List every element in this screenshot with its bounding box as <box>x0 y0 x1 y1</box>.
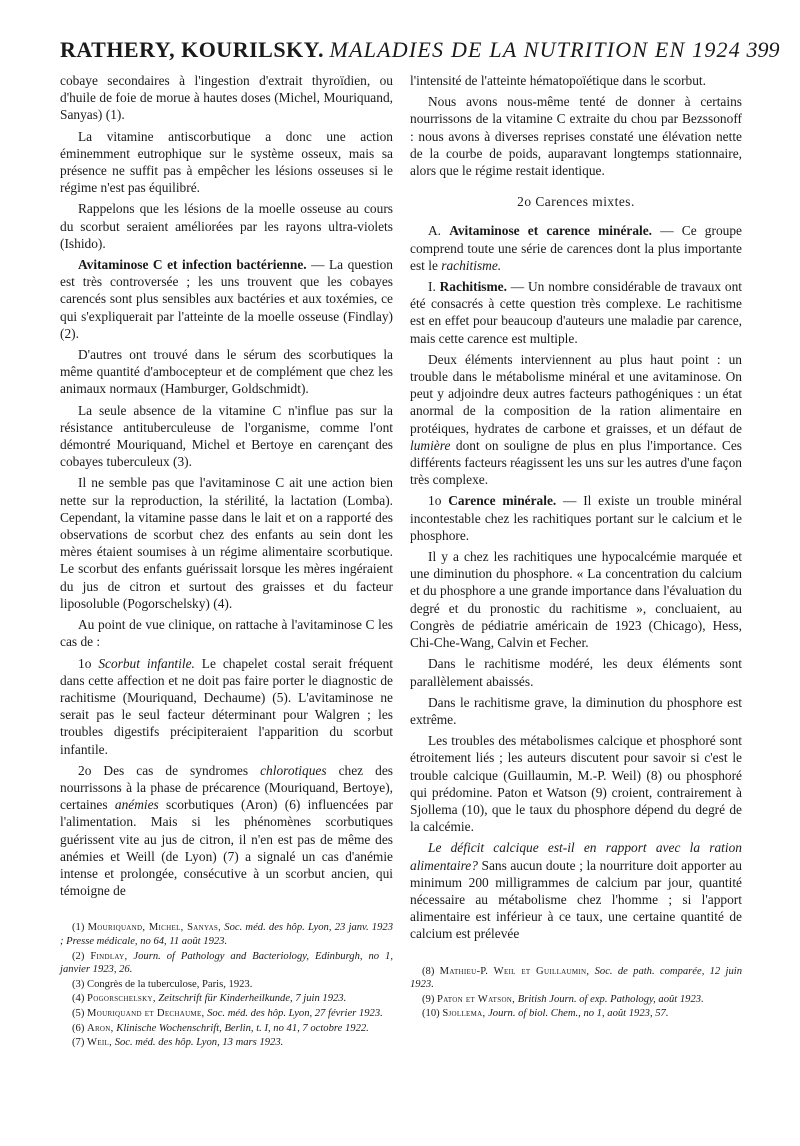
footnote-text: Soc. de path. comparée, 12 juin 1923. <box>410 965 742 991</box>
paragraph-text: dont on souligne de plus en plus l'importance. Ces différents facteurs réagissent les uns sur les autres d'une façon très complexe. <box>410 437 742 488</box>
paragraph-text: Sans aucun doute ; la nourriture doit apporter au minimum 200 milligrammes de calcium par jour, quantité nécessaire au métabolisme chez l'homme ; si l'apport alimentaire est inférieur à ce taux, une certaine quantité de calcium est prélevée <box>410 857 742 942</box>
list-number: 1o <box>78 655 99 671</box>
header-authors: RATHERY, KOURILSKY. <box>60 37 325 62</box>
footnote-number: (2) <box>72 950 91 962</box>
footnote-text: Journ. of Pathology and Bacteriology, Edinburgh, no 1, janvier 1923, 26. <box>60 950 393 976</box>
footnote-text: Soc. méd. des hôp. Lyon, 27 février 1923. <box>204 1007 383 1019</box>
footnote-author: Sjollema, <box>442 1008 486 1020</box>
footnote-text: Congrès de la tuberculose, Paris, 1923. <box>87 978 253 990</box>
header-title: MALADIES DE LA NUTRITION EN 1924 <box>329 37 741 62</box>
footnote <box>60 950 393 977</box>
paragraph: Au point de vue clinique, on rattache à l'avitaminose C les cas de : <box>60 617 393 650</box>
footnote-text: British Journ. of exp. Pathology, août 1923. <box>515 993 704 1005</box>
italic-term: chlorotiques <box>260 762 327 778</box>
footnote-text: Soc. méd. des hôp. Lyon, 13 mars 1923. <box>112 1037 284 1049</box>
paragraph: Dans le rachitisme modéré, les deux éléments sont parallèlement abaissés. <box>410 656 742 689</box>
footnotes <box>60 921 393 1049</box>
paragraph <box>60 256 393 342</box>
footnote <box>60 1007 393 1021</box>
footnote <box>410 1007 742 1021</box>
paragraph-text: — La question est très controversée ; les uns trouvent que les cobayes carencés sont plus sensibles aux bactéries et aux toxémies, ce qui s'expliquerait par l'atteinte de la moelle osseuse (Findlay) (2). <box>60 257 393 341</box>
paragraph: La vitamine antiscorbutique a donc une action éminemment eutrophique sur le système osseux, mais sa présence ne suffit pas à empêcher les lésions osseuses si le régime n'est pas équilibré. <box>60 128 393 196</box>
footnote-author: Paton et Watson, <box>437 993 516 1005</box>
paragraph: Il y a chez les rachitiques une hypocalcémie marquée et une diminution du phosphore. « La concentration du calcium et du phosphore a une grande importance dans l'évaluation du degré et du pronostic du rachitisme », concluaient, au Congrès de pédiatrie américain de 1923 (Chicago), Hess, Chi-Che-Wang, Calvin et Fecher. <box>410 549 742 651</box>
footnote-number: (10) <box>422 1008 443 1020</box>
italic-term: anémies <box>114 797 159 813</box>
paragraph <box>410 222 742 274</box>
footnote-author: Mouriquand et Dechaume, <box>87 1007 205 1019</box>
paragraph <box>410 278 742 347</box>
footnote-author: Pogorschelsky, <box>87 993 156 1005</box>
footnote-number: (3) <box>72 978 88 990</box>
run-in-heading: Avitaminose C et infection bactérienne. <box>78 257 307 273</box>
paragraph <box>410 839 742 942</box>
paragraph: Il ne semble pas que l'avitaminose C ait une action bien nette sur la reproduction, la stérilité, la lactation (Lomba). Cependant, la vitamine passe dans le lait et on a rapporté des observations de scorbut chez des enfants au sein dont les mères étaient soumises à un régime alimentaire scorbutique. Le scorbut des enfants guérissait lorsque les mères ingéraient du jus de citron et surtout des graisses et du facteur liposoluble (Pogorschelsky) (4). <box>60 475 393 611</box>
list-number: I. <box>428 279 440 295</box>
run-in-heading: Rachitisme. <box>439 279 507 295</box>
footnote-author: Mouriquand, Michel, Sanyas, <box>87 922 222 934</box>
paragraph: Dans le rachitisme grave, la diminution du phosphore est extrême. <box>410 694 742 727</box>
footnote-text: Klinische Wochenschrift, Berlin, t. I, no 41, 7 octobre 1922. <box>113 1022 369 1034</box>
list-number: A. <box>428 223 450 239</box>
paragraph: Rappelons que les lésions de la moelle osseuse au cours du scorbut seraient améliorées par les rayons ultra-violets (Ishido). <box>60 201 393 251</box>
left-column <box>60 72 393 1051</box>
paragraph-text: — Un nombre considérable de travaux ont été consacrés à cette question très complexe. Le rachitisme est en effet pour beaucoup d'auteurs une maladie par carence, mais cette carence est multiple. <box>410 279 742 346</box>
running-header <box>60 36 780 64</box>
footnote-author: Mathieu-P. Weil et Guillaumin, <box>439 965 590 977</box>
footnote-text: Journ. of biol. Chem., no 1, août 1923, 57. <box>485 1008 669 1020</box>
paragraph-text: Deux éléments interviennent au plus haut point : un trouble dans le métabolisme minéral et une avitaminose. On peut y adjoindre deux autres facteurs pathogéniques : un état anormal de la composition de la ration alimentaire en protéiques, hydrates de carbone et graisses, et un défaut de <box>410 351 742 436</box>
paragraph <box>60 762 393 900</box>
paragraph <box>410 351 742 489</box>
paragraph <box>410 492 742 544</box>
list-number: 1o <box>428 493 449 509</box>
footnotes <box>410 965 742 1021</box>
paragraph: La seule absence de la vitamine C n'influe pas sur la résistance antituberculeuse de l'organisme, comme l'ont démontré Mouriquand, Michel et Bertoye en carençant des cobayes tuberculeux (3). <box>60 402 393 470</box>
footnote-number: (5) <box>72 1007 88 1019</box>
section-heading: 2o Carences mixtes. <box>517 194 635 210</box>
paragraph: Les troubles des métabolismes calcique et phosphoré sont étroitement liés ; les auteurs discutent pour savoir si c'est le trouble calcique (Guillaumin, M.-P. Weil) (8) ou phosphoré qui prédomine. Paton et Watson (9) croient, contrairement à Sjollema (10), que le taux du phosphore dépend du degré de la calcémie. <box>410 733 742 835</box>
footnote-text: Zeitschrift für Kinderheilkunde, 7 juin 1923. <box>155 993 347 1005</box>
footnote <box>60 978 393 992</box>
italic-term: rachitisme. <box>441 257 502 273</box>
footnote-number: (1) <box>72 922 88 934</box>
footnote-author: Findlay, <box>90 950 128 962</box>
page-number: 399 <box>746 37 780 62</box>
paragraph-text: scorbutiques (Aron) (6) influencées par l'alimentation. Mais si les phénomènes scorbutiques guérissent vite au jus de citron, il n'en est pas de même des anémies et Weill (de Lyon) (7) a signalé un cas d'anémie intense et prolongée, consécutive à un scorbut ancien, qui témoigne de <box>60 797 393 899</box>
footnote-text: Soc. méd. des hôp. Lyon, 23 janv. 1923 ; Presse médicale, no 64, 11 août 1923. <box>60 922 393 947</box>
paragraph-text: — Il existe un trouble minéral incontestable chez les rachitiques portant sur le calcium et le phosphore. <box>410 493 743 543</box>
footnote <box>60 1022 393 1036</box>
footnote <box>60 921 393 948</box>
italic-term: Scorbut infantile. <box>98 655 195 671</box>
italic-question: Le déficit calcique est-il en rapport avec la ration alimentaire? <box>410 840 742 873</box>
right-column <box>410 72 742 1022</box>
paragraph-text: — Ce groupe comprend toute une série de carences dont la plus importante est le <box>410 223 742 273</box>
footnote <box>410 993 742 1007</box>
footnote-author: Weil, <box>87 1037 113 1049</box>
footnote-number: (8) <box>422 965 440 977</box>
paragraph: D'autres ont trouvé dans le sérum des scorbutiques la même quantité d'ambocepteur et de complément que chez les animaux normaux (Hamburger, Goldschmidt). <box>60 347 393 397</box>
footnote <box>410 965 742 992</box>
footnote-number: (6) <box>72 1022 88 1034</box>
run-in-heading: Carence minérale. <box>448 493 557 509</box>
paragraph: cobaye secondaires à l'ingestion d'extrait thyroïdien, ou d'huile de foie de morue à hautes doses (Michel, Mouriquand, Sanyas) (1). <box>60 73 393 123</box>
paragraph <box>60 655 393 758</box>
run-in-heading: Avitaminose et carence minérale. <box>449 223 653 239</box>
footnote-number: (9) <box>422 993 438 1005</box>
paragraph-text: Le chapelet costal serait fréquent dans cette affection et ne doit pas faire porter le diagnostic de rachitisme (Mouriquand, Dechaume) (5). L'avitaminose ne serait pas le seul facteur déterminant pour Walgren ; les troubles digestifs précipiteraient l'apparition du scorbut infantile. <box>60 655 394 757</box>
paragraph-text: 2o Des cas de syndromes <box>78 762 261 778</box>
footnote <box>60 992 393 1006</box>
paragraph-text: chez des nourrissons à la phase de précarence (Mouriquand, Bertoye), certaines <box>60 762 393 813</box>
italic-term: lumière <box>410 437 451 453</box>
footnote-number: (7) <box>72 1037 88 1049</box>
footnote-author: Aron, <box>87 1022 114 1034</box>
footnote <box>60 1036 393 1050</box>
footnote-number: (4) <box>72 993 88 1005</box>
paragraph: l'intensité de l'atteinte hématopoïétique dans le scorbut. <box>410 73 706 88</box>
paragraph: Nous avons nous-même tenté de donner à certains nourrissons de la vitamine C extraite du chou par Bezssonoff : nous avons à diverses reprises constaté une élévation nette de la courbe de poids, auparavant longtemps stationnaire, alors que le régime restait identique. <box>410 94 742 179</box>
